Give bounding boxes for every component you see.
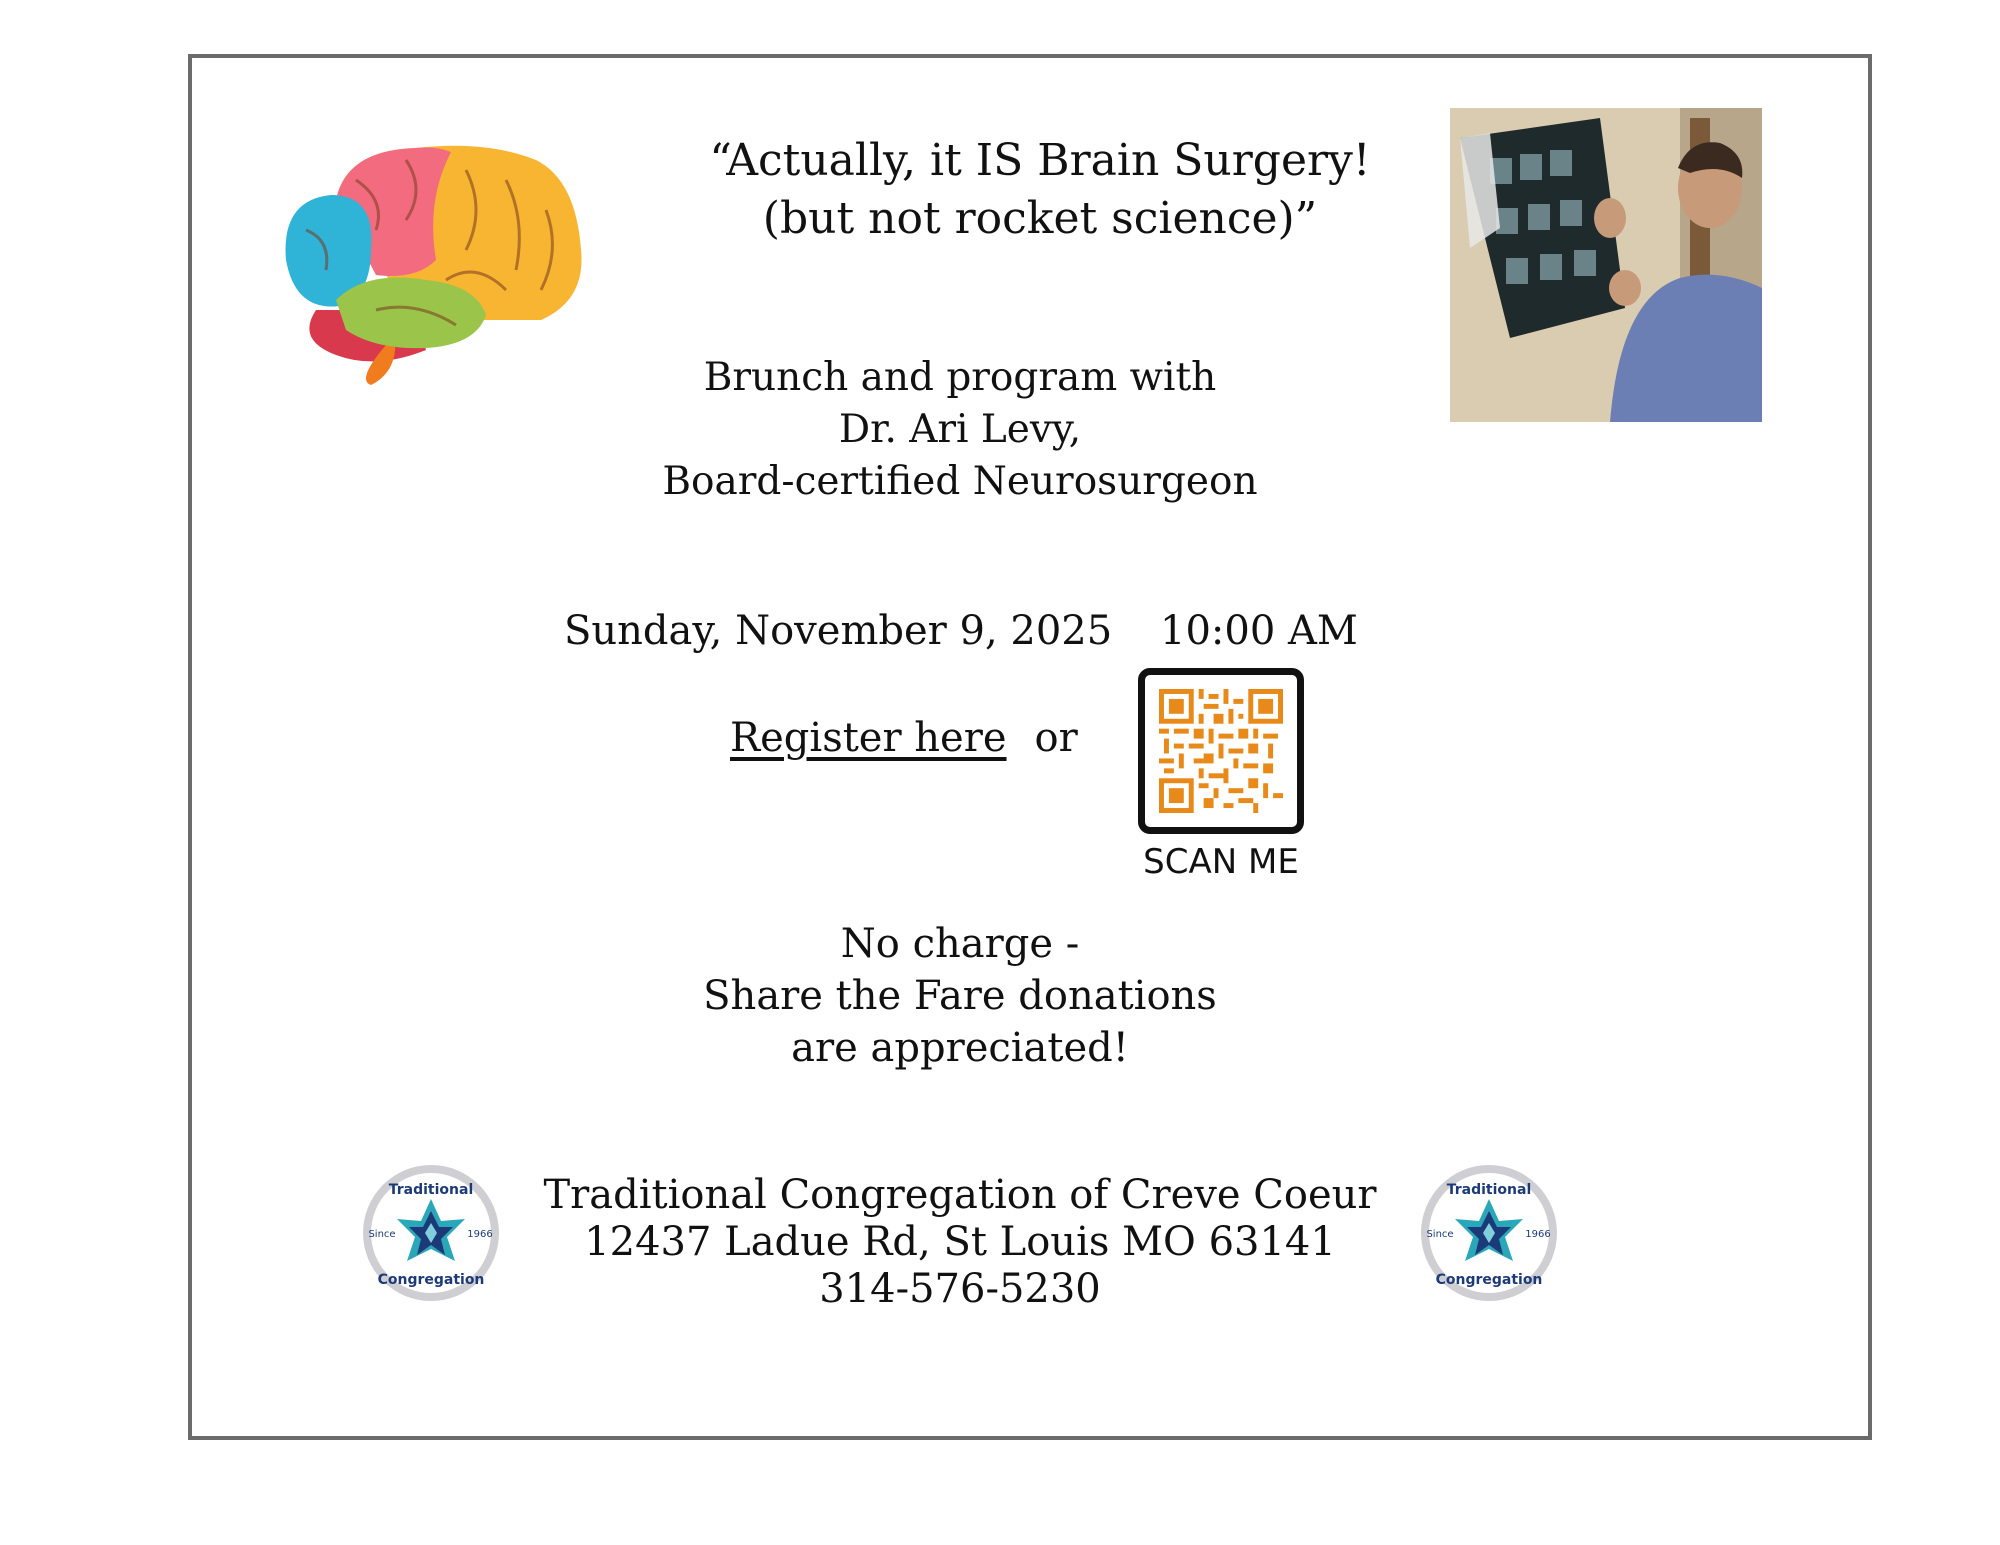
charge-line-2: Share the Fare donations: [703, 973, 1217, 1019]
intro-line-3: Board-certified Neurosurgeon: [662, 459, 1258, 504]
register-or-text: or: [1034, 715, 1078, 761]
logo-bottom-text: Congregation: [1435, 1272, 1543, 1288]
logo-right-text: 1966: [1525, 1229, 1551, 1240]
org-name: Traditional Congregation of Creve Coeur: [543, 1172, 1377, 1218]
qr-code-pattern: [1159, 689, 1283, 813]
event-date: Sunday, November 9, 2025: [564, 608, 1113, 654]
qr-caption: SCAN ME: [1143, 842, 1299, 882]
logo-left-text: Since: [368, 1229, 396, 1240]
logo-bottom-text: Congregation: [377, 1272, 485, 1288]
title-line-1: “Actually, it IS Brain Surgery!: [709, 135, 1371, 186]
charge-line-1: No charge -: [840, 921, 1080, 967]
logo-top-text: Traditional: [1446, 1182, 1532, 1198]
logo-right-text: 1966: [467, 1229, 493, 1240]
register-row: [730, 712, 1078, 764]
register-link[interactable]: Register here: [730, 715, 1007, 761]
org-phone: 314-576-5230: [819, 1266, 1101, 1312]
charge-note: [620, 918, 1300, 1074]
intro-line-1: Brunch and program with: [703, 355, 1217, 400]
intro-line-2: Dr. Ari Levy,: [838, 407, 1082, 452]
logo-left-text: Since: [1426, 1229, 1454, 1240]
charge-line-3: are appreciated!: [791, 1025, 1129, 1071]
qr-code[interactable]: [1138, 668, 1304, 834]
speaker-intro: [600, 352, 1320, 508]
event-time: 10:00 AM: [1160, 608, 1358, 654]
logo-top-text: Traditional: [388, 1182, 474, 1198]
congregation-logo-left: [362, 1164, 500, 1302]
org-address: 12437 Ladue Rd, St Louis MO 63141: [584, 1219, 1336, 1265]
event-title: [540, 132, 1540, 248]
congregation-logo-right: [1420, 1164, 1558, 1302]
title-line-2: (but not rocket science)”: [762, 193, 1318, 244]
organization-info: [520, 1172, 1400, 1313]
